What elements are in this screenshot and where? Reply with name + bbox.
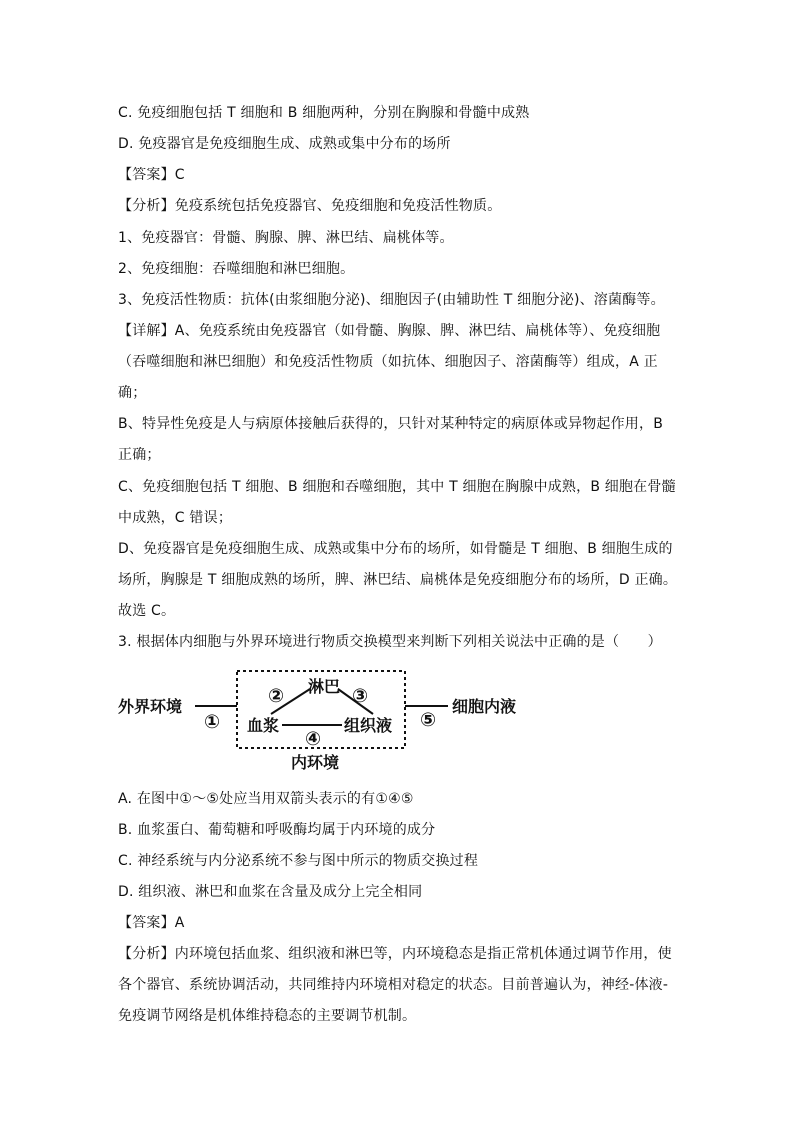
marker-5: ⑤ xyxy=(420,709,437,731)
marker-3: ③ xyxy=(352,685,369,707)
plasma-label: 血浆 xyxy=(247,716,280,735)
detail-line-2: （吞噬细胞和淋巴细胞）和免疫活性物质（如抗体、细胞因子、溶菌酶等）组成，A 正 xyxy=(118,354,658,370)
outside-environment-label: 外界环境 xyxy=(118,697,183,716)
detail-line-7: 中成熟，C 错误； xyxy=(118,510,233,526)
detail-line-9: 场所，胸腺是 T 细胞成熟的场所，脾、淋巴结、扁桃体是免疫细胞分布的场所，D 正确。 xyxy=(118,572,678,588)
answer-line: 【答案】C xyxy=(118,167,185,183)
detail-line-3: 确； xyxy=(118,385,147,401)
question-3-stem: 3. 根据体内细胞与外界环境进行物质交换模型来判断下列相关说法中正确的是（ ） xyxy=(118,634,662,650)
analysis-line: 【分析】免疫系统包括免疫器官、免疫细胞和免疫活性物质。 xyxy=(118,198,502,214)
choice-c: C. 神经系统与内分泌系统不参与图中所示的物质交换过程 xyxy=(118,853,479,869)
option-d-line: D. 免疫器官是免疫细胞生成、成熟或集中分布的场所 xyxy=(118,136,451,152)
conclusion-line: 故选 C。 xyxy=(118,603,176,619)
detail-line-8: D、免疫器官是免疫细胞生成、成熟或集中分布的场所，如骨髓是 T 细胞、B 细胞生成的 xyxy=(118,541,673,557)
analysis-line-2b: 各个器官、系统协调活动，共同维持内环境相对稳定的状态。目前普遍认为，神经-体液- xyxy=(118,977,669,993)
detail-line-1: 【详解】A、免疫系统由免疫器官（如骨髓、胸腺、脾、淋巴结、扁桃体等）、免疫细胞 xyxy=(118,323,661,339)
intracellular-fluid-label: 细胞内液 xyxy=(452,697,517,716)
marker-1: ① xyxy=(204,711,221,733)
choice-b: B. 血浆蛋白、葡萄糖和呼吸酶均属于内环境的成分 xyxy=(118,822,436,838)
marker-4: ④ xyxy=(305,728,322,750)
analysis-item-3: 3、免疫活性物质：抗体(由浆细胞分泌)、细胞因子(由辅助性 T 细胞分泌)、溶菌酶等。 xyxy=(118,292,665,308)
detail-line-4: B、特异性免疫是人与病原体接触后获得的，只针对某种特定的病原体或异物起作用，B xyxy=(118,416,664,432)
analysis-item-1: 1、免疫器官：骨髓、胸腺、脾、淋巴结、扁桃体等。 xyxy=(118,230,454,246)
analysis-item-2: 2、免疫细胞：吞噬细胞和淋巴细胞。 xyxy=(118,261,355,277)
marker-2: ② xyxy=(268,685,285,707)
detail-line-5: 正确； xyxy=(118,447,161,463)
choice-a: A. 在图中①～⑤处应当用双箭头表示的有①④⑤ xyxy=(118,791,414,807)
internal-environment-label: 内环境 xyxy=(291,753,340,772)
lymph-label: 淋巴 xyxy=(308,677,341,696)
tissue-fluid-label: 组织液 xyxy=(344,716,393,735)
internal-environment-diagram xyxy=(118,664,538,776)
option-c-line: C. 免疫细胞包括 T 细胞和 B 细胞两种，分别在胸腺和骨髓中成熟 xyxy=(118,105,530,121)
analysis-line-2a: 【分析】内环境包括血浆、组织液和淋巴等，内环境稳态是指正常机体通过调节作用，使 xyxy=(118,946,672,962)
analysis-line-2c: 免疫调节网络是机体维持稳态的主要调节机制。 xyxy=(118,1008,417,1024)
choice-d: D. 组织液、淋巴和血浆在含量及成分上完全相同 xyxy=(118,884,423,900)
detail-line-6: C、免疫细胞包括 T 细胞、B 细胞和吞噬细胞，其中 T 细胞在胸腺中成熟，B 细胞在骨髓 xyxy=(118,479,676,495)
answer-line-2: 【答案】A xyxy=(118,915,185,931)
